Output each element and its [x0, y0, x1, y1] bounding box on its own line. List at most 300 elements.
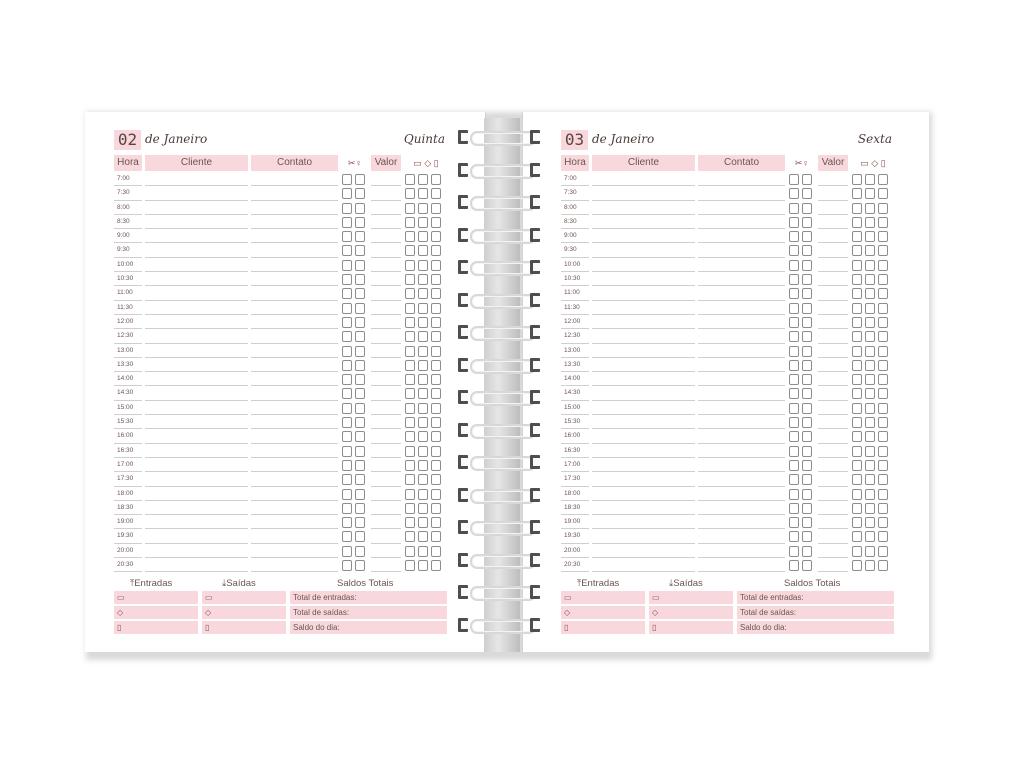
payment-checkbox[interactable] — [878, 474, 888, 485]
value-field[interactable] — [371, 444, 401, 458]
payment-checkbox[interactable] — [405, 203, 415, 214]
contact-field[interactable] — [698, 372, 785, 386]
value-field[interactable] — [371, 558, 401, 572]
saldo-dia-field[interactable] — [737, 621, 894, 634]
payment-checkbox[interactable] — [405, 331, 415, 342]
saida-field[interactable] — [649, 606, 733, 619]
client-field[interactable] — [145, 358, 248, 372]
payment-checkbox[interactable] — [865, 489, 875, 500]
saida-field[interactable] — [202, 591, 286, 604]
client-field[interactable] — [592, 344, 695, 358]
contact-field[interactable] — [698, 244, 785, 258]
payment-checkbox[interactable] — [852, 417, 862, 428]
contact-field[interactable] — [251, 487, 338, 501]
value-field[interactable] — [371, 315, 401, 329]
payment-checkbox[interactable] — [878, 531, 888, 542]
service-checkbox[interactable] — [342, 503, 352, 514]
service-checkbox[interactable] — [789, 203, 799, 214]
payment-checkbox[interactable] — [852, 431, 862, 442]
payment-checkbox[interactable] — [405, 231, 415, 242]
service-checkbox[interactable] — [789, 188, 799, 199]
payment-checkbox[interactable] — [878, 203, 888, 214]
payment-checkbox[interactable] — [865, 403, 875, 414]
value-field[interactable] — [371, 530, 401, 544]
client-field[interactable] — [592, 544, 695, 558]
client-field[interactable] — [145, 187, 248, 201]
payment-checkbox[interactable] — [865, 231, 875, 242]
payment-checkbox[interactable] — [878, 503, 888, 514]
service-checkbox[interactable] — [802, 489, 812, 500]
value-field[interactable] — [371, 272, 401, 286]
payment-checkbox[interactable] — [405, 403, 415, 414]
service-checkbox[interactable] — [789, 503, 799, 514]
payment-checkbox[interactable] — [878, 174, 888, 185]
client-field[interactable] — [592, 401, 695, 415]
client-field[interactable] — [145, 258, 248, 272]
payment-checkbox[interactable] — [865, 503, 875, 514]
service-checkbox[interactable] — [789, 331, 799, 342]
payment-checkbox[interactable] — [418, 188, 428, 199]
service-checkbox[interactable] — [342, 274, 352, 285]
client-field[interactable] — [145, 558, 248, 572]
payment-checkbox[interactable] — [852, 403, 862, 414]
payment-checkbox[interactable] — [405, 560, 415, 571]
payment-checkbox[interactable] — [405, 217, 415, 228]
client-field[interactable] — [592, 430, 695, 444]
service-checkbox[interactable] — [355, 360, 365, 371]
value-field[interactable] — [818, 215, 848, 229]
client-field[interactable] — [145, 215, 248, 229]
payment-checkbox[interactable] — [431, 245, 441, 256]
payment-checkbox[interactable] — [865, 317, 875, 328]
service-checkbox[interactable] — [342, 360, 352, 371]
client-field[interactable] — [145, 229, 248, 243]
payment-checkbox[interactable] — [431, 174, 441, 185]
service-checkbox[interactable] — [342, 460, 352, 471]
value-field[interactable] — [371, 473, 401, 487]
client-field[interactable] — [145, 401, 248, 415]
payment-checkbox[interactable] — [878, 560, 888, 571]
contact-field[interactable] — [698, 530, 785, 544]
entrada-field[interactable] — [561, 621, 645, 634]
value-field[interactable] — [371, 401, 401, 415]
payment-checkbox[interactable] — [865, 303, 875, 314]
service-checkbox[interactable] — [342, 531, 352, 542]
payment-checkbox[interactable] — [431, 388, 441, 399]
contact-field[interactable] — [251, 187, 338, 201]
service-checkbox[interactable] — [789, 474, 799, 485]
contact-field[interactable] — [698, 172, 785, 186]
payment-checkbox[interactable] — [865, 288, 875, 299]
client-field[interactable] — [592, 473, 695, 487]
payment-checkbox[interactable] — [405, 374, 415, 385]
payment-checkbox[interactable] — [878, 303, 888, 314]
value-field[interactable] — [818, 444, 848, 458]
contact-field[interactable] — [251, 501, 338, 515]
payment-checkbox[interactable] — [431, 531, 441, 542]
service-checkbox[interactable] — [355, 517, 365, 528]
contact-field[interactable] — [698, 358, 785, 372]
payment-checkbox[interactable] — [865, 346, 875, 357]
saldo-dia-field[interactable] — [290, 621, 447, 634]
service-checkbox[interactable] — [802, 303, 812, 314]
service-checkbox[interactable] — [789, 317, 799, 328]
client-field[interactable] — [145, 201, 248, 215]
value-field[interactable] — [371, 415, 401, 429]
payment-checkbox[interactable] — [865, 203, 875, 214]
service-checkbox[interactable] — [789, 360, 799, 371]
service-checkbox[interactable] — [789, 288, 799, 299]
payment-checkbox[interactable] — [878, 346, 888, 357]
service-checkbox[interactable] — [789, 217, 799, 228]
value-field[interactable] — [818, 201, 848, 215]
payment-checkbox[interactable] — [852, 346, 862, 357]
service-checkbox[interactable] — [355, 431, 365, 442]
payment-checkbox[interactable] — [852, 317, 862, 328]
service-checkbox[interactable] — [355, 374, 365, 385]
client-field[interactable] — [592, 530, 695, 544]
payment-checkbox[interactable] — [405, 346, 415, 357]
contact-field[interactable] — [698, 558, 785, 572]
service-checkbox[interactable] — [342, 474, 352, 485]
client-field[interactable] — [592, 244, 695, 258]
service-checkbox[interactable] — [802, 374, 812, 385]
payment-checkbox[interactable] — [878, 317, 888, 328]
contact-field[interactable] — [698, 258, 785, 272]
service-checkbox[interactable] — [802, 188, 812, 199]
payment-checkbox[interactable] — [405, 531, 415, 542]
value-field[interactable] — [818, 515, 848, 529]
value-field[interactable] — [818, 244, 848, 258]
contact-field[interactable] — [698, 344, 785, 358]
payment-checkbox[interactable] — [852, 474, 862, 485]
service-checkbox[interactable] — [789, 417, 799, 428]
service-checkbox[interactable] — [355, 260, 365, 271]
service-checkbox[interactable] — [355, 174, 365, 185]
payment-checkbox[interactable] — [405, 188, 415, 199]
contact-field[interactable] — [251, 344, 338, 358]
payment-checkbox[interactable] — [418, 317, 428, 328]
payment-checkbox[interactable] — [431, 331, 441, 342]
payment-checkbox[interactable] — [431, 260, 441, 271]
service-checkbox[interactable] — [789, 274, 799, 285]
service-checkbox[interactable] — [802, 274, 812, 285]
contact-field[interactable] — [698, 415, 785, 429]
total-entradas-field[interactable] — [737, 591, 894, 604]
service-checkbox[interactable] — [342, 517, 352, 528]
service-checkbox[interactable] — [789, 431, 799, 442]
value-field[interactable] — [818, 558, 848, 572]
payment-checkbox[interactable] — [865, 188, 875, 199]
value-field[interactable] — [371, 458, 401, 472]
value-field[interactable] — [818, 415, 848, 429]
payment-checkbox[interactable] — [431, 403, 441, 414]
service-checkbox[interactable] — [355, 303, 365, 314]
value-field[interactable] — [371, 187, 401, 201]
payment-checkbox[interactable] — [852, 374, 862, 385]
service-checkbox[interactable] — [355, 245, 365, 256]
value-field[interactable] — [371, 387, 401, 401]
payment-checkbox[interactable] — [878, 403, 888, 414]
contact-field[interactable] — [251, 530, 338, 544]
contact-field[interactable] — [698, 487, 785, 501]
value-field[interactable] — [818, 401, 848, 415]
service-checkbox[interactable] — [802, 174, 812, 185]
payment-checkbox[interactable] — [852, 388, 862, 399]
contact-field[interactable] — [251, 444, 338, 458]
contact-field[interactable] — [251, 358, 338, 372]
payment-checkbox[interactable] — [405, 546, 415, 557]
value-field[interactable] — [818, 458, 848, 472]
client-field[interactable] — [592, 387, 695, 401]
service-checkbox[interactable] — [342, 388, 352, 399]
payment-checkbox[interactable] — [852, 446, 862, 457]
contact-field[interactable] — [251, 272, 338, 286]
payment-checkbox[interactable] — [852, 531, 862, 542]
entrada-field[interactable] — [114, 591, 198, 604]
client-field[interactable] — [592, 372, 695, 386]
client-field[interactable] — [592, 358, 695, 372]
service-checkbox[interactable] — [342, 560, 352, 571]
payment-checkbox[interactable] — [418, 174, 428, 185]
service-checkbox[interactable] — [355, 403, 365, 414]
contact-field[interactable] — [251, 172, 338, 186]
contact-field[interactable] — [698, 458, 785, 472]
client-field[interactable] — [145, 387, 248, 401]
payment-checkbox[interactable] — [878, 417, 888, 428]
payment-checkbox[interactable] — [418, 288, 428, 299]
contact-field[interactable] — [251, 301, 338, 315]
client-field[interactable] — [592, 515, 695, 529]
payment-checkbox[interactable] — [865, 460, 875, 471]
contact-field[interactable] — [251, 330, 338, 344]
service-checkbox[interactable] — [355, 417, 365, 428]
client-field[interactable] — [592, 187, 695, 201]
payment-checkbox[interactable] — [431, 489, 441, 500]
client-field[interactable] — [592, 558, 695, 572]
payment-checkbox[interactable] — [865, 560, 875, 571]
payment-checkbox[interactable] — [405, 360, 415, 371]
payment-checkbox[interactable] — [852, 503, 862, 514]
client-field[interactable] — [592, 415, 695, 429]
payment-checkbox[interactable] — [405, 245, 415, 256]
value-field[interactable] — [371, 201, 401, 215]
service-checkbox[interactable] — [802, 331, 812, 342]
value-field[interactable] — [818, 229, 848, 243]
service-checkbox[interactable] — [802, 517, 812, 528]
value-field[interactable] — [818, 344, 848, 358]
payment-checkbox[interactable] — [431, 546, 441, 557]
service-checkbox[interactable] — [789, 517, 799, 528]
payment-checkbox[interactable] — [418, 331, 428, 342]
service-checkbox[interactable] — [342, 174, 352, 185]
contact-field[interactable] — [698, 473, 785, 487]
value-field[interactable] — [818, 430, 848, 444]
payment-checkbox[interactable] — [405, 288, 415, 299]
payment-checkbox[interactable] — [878, 517, 888, 528]
total-entradas-field[interactable] — [290, 591, 447, 604]
service-checkbox[interactable] — [789, 560, 799, 571]
payment-checkbox[interactable] — [431, 417, 441, 428]
contact-field[interactable] — [698, 315, 785, 329]
service-checkbox[interactable] — [342, 446, 352, 457]
payment-checkbox[interactable] — [418, 474, 428, 485]
service-checkbox[interactable] — [802, 417, 812, 428]
payment-checkbox[interactable] — [865, 260, 875, 271]
value-field[interactable] — [371, 172, 401, 186]
client-field[interactable] — [145, 487, 248, 501]
service-checkbox[interactable] — [342, 231, 352, 242]
client-field[interactable] — [592, 272, 695, 286]
client-field[interactable] — [145, 430, 248, 444]
service-checkbox[interactable] — [342, 245, 352, 256]
total-saidas-field[interactable] — [290, 606, 447, 619]
service-checkbox[interactable] — [802, 217, 812, 228]
payment-checkbox[interactable] — [418, 274, 428, 285]
service-checkbox[interactable] — [789, 460, 799, 471]
payment-checkbox[interactable] — [418, 460, 428, 471]
payment-checkbox[interactable] — [878, 217, 888, 228]
contact-field[interactable] — [251, 229, 338, 243]
service-checkbox[interactable] — [355, 288, 365, 299]
payment-checkbox[interactable] — [405, 174, 415, 185]
service-checkbox[interactable] — [802, 403, 812, 414]
service-checkbox[interactable] — [355, 446, 365, 457]
payment-checkbox[interactable] — [418, 260, 428, 271]
payment-checkbox[interactable] — [431, 560, 441, 571]
payment-checkbox[interactable] — [865, 517, 875, 528]
contact-field[interactable] — [251, 372, 338, 386]
contact-field[interactable] — [251, 401, 338, 415]
service-checkbox[interactable] — [355, 231, 365, 242]
contact-field[interactable] — [251, 387, 338, 401]
payment-checkbox[interactable] — [878, 360, 888, 371]
entrada-field[interactable] — [114, 621, 198, 634]
payment-checkbox[interactable] — [431, 288, 441, 299]
service-checkbox[interactable] — [355, 388, 365, 399]
payment-checkbox[interactable] — [878, 331, 888, 342]
contact-field[interactable] — [698, 272, 785, 286]
entrada-field[interactable] — [561, 606, 645, 619]
payment-checkbox[interactable] — [431, 274, 441, 285]
payment-checkbox[interactable] — [865, 417, 875, 428]
client-field[interactable] — [592, 444, 695, 458]
payment-checkbox[interactable] — [852, 203, 862, 214]
contact-field[interactable] — [251, 515, 338, 529]
payment-checkbox[interactable] — [418, 360, 428, 371]
payment-checkbox[interactable] — [852, 288, 862, 299]
payment-checkbox[interactable] — [865, 217, 875, 228]
contact-field[interactable] — [698, 201, 785, 215]
service-checkbox[interactable] — [802, 503, 812, 514]
contact-field[interactable] — [698, 544, 785, 558]
service-checkbox[interactable] — [789, 374, 799, 385]
service-checkbox[interactable] — [342, 188, 352, 199]
contact-field[interactable] — [251, 244, 338, 258]
service-checkbox[interactable] — [355, 489, 365, 500]
client-field[interactable] — [592, 501, 695, 515]
payment-checkbox[interactable] — [878, 188, 888, 199]
client-field[interactable] — [145, 372, 248, 386]
contact-field[interactable] — [251, 258, 338, 272]
value-field[interactable] — [371, 258, 401, 272]
service-checkbox[interactable] — [355, 188, 365, 199]
client-field[interactable] — [145, 544, 248, 558]
client-field[interactable] — [592, 315, 695, 329]
payment-checkbox[interactable] — [405, 503, 415, 514]
service-checkbox[interactable] — [342, 288, 352, 299]
payment-checkbox[interactable] — [865, 446, 875, 457]
payment-checkbox[interactable] — [431, 217, 441, 228]
payment-checkbox[interactable] — [418, 374, 428, 385]
payment-checkbox[interactable] — [878, 546, 888, 557]
value-field[interactable] — [818, 530, 848, 544]
client-field[interactable] — [145, 244, 248, 258]
payment-checkbox[interactable] — [878, 288, 888, 299]
client-field[interactable] — [145, 501, 248, 515]
contact-field[interactable] — [698, 444, 785, 458]
payment-checkbox[interactable] — [431, 317, 441, 328]
contact-field[interactable] — [698, 387, 785, 401]
payment-checkbox[interactable] — [865, 374, 875, 385]
service-checkbox[interactable] — [342, 489, 352, 500]
client-field[interactable] — [145, 272, 248, 286]
payment-checkbox[interactable] — [865, 331, 875, 342]
payment-checkbox[interactable] — [878, 446, 888, 457]
service-checkbox[interactable] — [802, 346, 812, 357]
payment-checkbox[interactable] — [431, 446, 441, 457]
saida-field[interactable] — [202, 606, 286, 619]
payment-checkbox[interactable] — [865, 388, 875, 399]
client-field[interactable] — [145, 458, 248, 472]
payment-checkbox[interactable] — [418, 346, 428, 357]
payment-checkbox[interactable] — [405, 431, 415, 442]
value-field[interactable] — [818, 301, 848, 315]
payment-checkbox[interactable] — [865, 474, 875, 485]
value-field[interactable] — [818, 272, 848, 286]
payment-checkbox[interactable] — [418, 245, 428, 256]
service-checkbox[interactable] — [355, 560, 365, 571]
value-field[interactable] — [371, 487, 401, 501]
service-checkbox[interactable] — [355, 474, 365, 485]
payment-checkbox[interactable] — [852, 188, 862, 199]
client-field[interactable] — [145, 330, 248, 344]
value-field[interactable] — [818, 172, 848, 186]
client-field[interactable] — [592, 287, 695, 301]
value-field[interactable] — [371, 287, 401, 301]
client-field[interactable] — [592, 330, 695, 344]
payment-checkbox[interactable] — [852, 331, 862, 342]
payment-checkbox[interactable] — [878, 489, 888, 500]
entrada-field[interactable] — [561, 591, 645, 604]
payment-checkbox[interactable] — [418, 303, 428, 314]
payment-checkbox[interactable] — [878, 374, 888, 385]
payment-checkbox[interactable] — [405, 417, 415, 428]
payment-checkbox[interactable] — [852, 174, 862, 185]
payment-checkbox[interactable] — [852, 260, 862, 271]
service-checkbox[interactable] — [789, 546, 799, 557]
saida-field[interactable] — [649, 621, 733, 634]
payment-checkbox[interactable] — [865, 431, 875, 442]
service-checkbox[interactable] — [342, 217, 352, 228]
payment-checkbox[interactable] — [852, 560, 862, 571]
contact-field[interactable] — [698, 330, 785, 344]
payment-checkbox[interactable] — [878, 260, 888, 271]
payment-checkbox[interactable] — [418, 489, 428, 500]
payment-checkbox[interactable] — [878, 274, 888, 285]
payment-checkbox[interactable] — [852, 245, 862, 256]
client-field[interactable] — [145, 315, 248, 329]
